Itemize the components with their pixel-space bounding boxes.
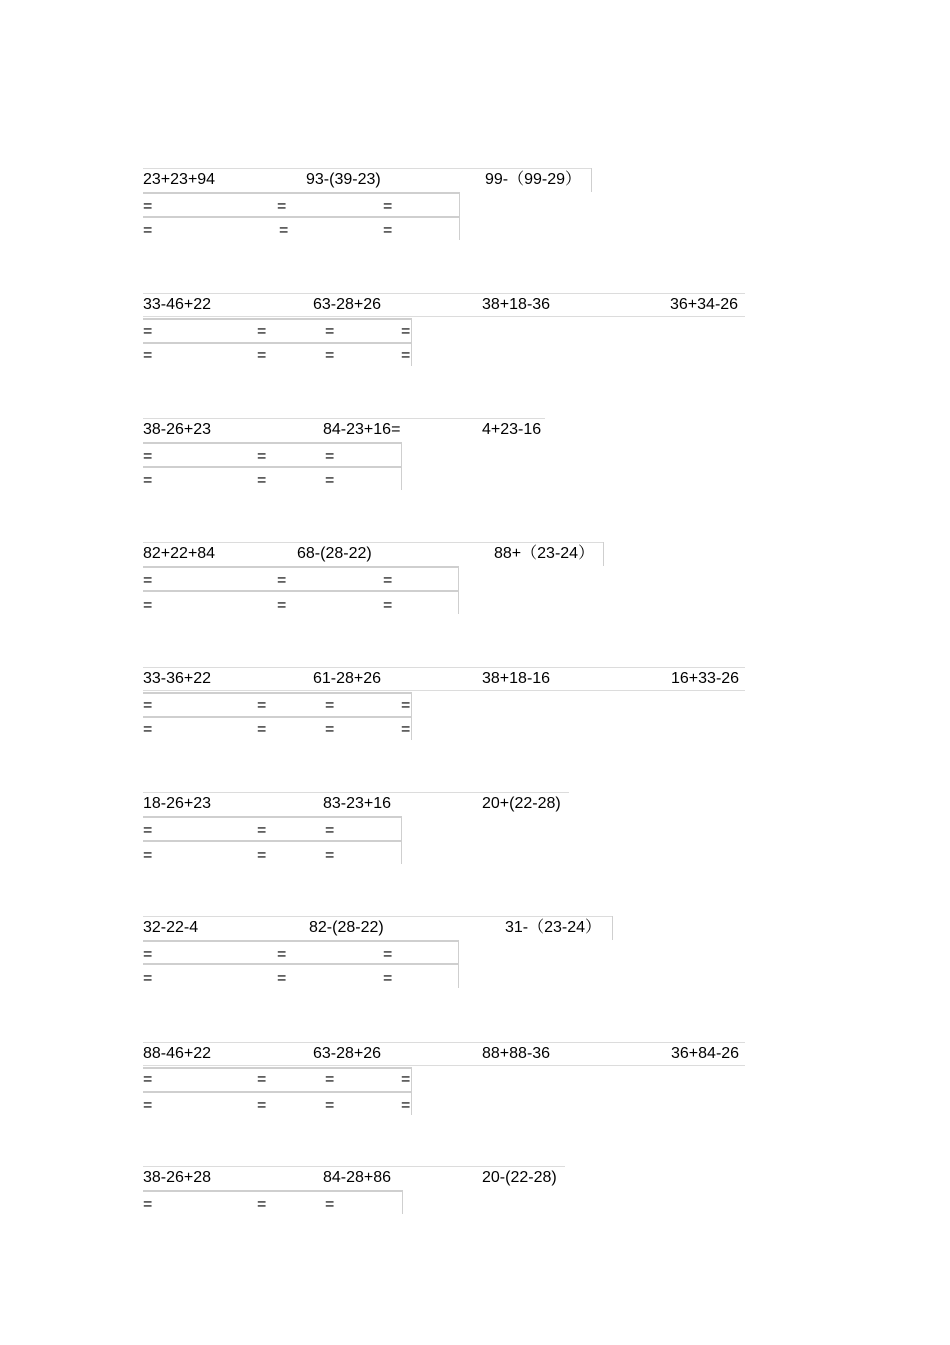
equals-sign: =	[257, 472, 267, 489]
expression: 84-28+86	[323, 1169, 392, 1186]
equals-sign: =	[325, 1196, 335, 1213]
expression: 82+22+84	[143, 545, 216, 562]
equals-sign: =	[325, 448, 335, 465]
equals-sign: =	[257, 847, 267, 864]
expression: 4+23-16	[482, 421, 542, 438]
equals-sign: =	[277, 597, 287, 614]
equals-sign: =	[325, 323, 335, 340]
equals-sign: =	[401, 323, 411, 340]
equals-sign: =	[257, 448, 267, 465]
expression: 68-(28-22)	[297, 545, 372, 562]
equals-sign: =	[277, 970, 287, 987]
expression: 23+23+94	[143, 171, 216, 188]
expression: 36+84-26	[671, 1045, 740, 1062]
expression: 82-(28-22)	[309, 919, 384, 936]
equals-sign: =	[383, 222, 393, 239]
equals-sign: =	[383, 970, 393, 987]
expression: 38+18-36	[482, 296, 551, 313]
expression: 20-(22-28)	[482, 1169, 557, 1186]
expression: 63-28+26	[313, 296, 382, 313]
equals-sign: =	[325, 1071, 335, 1088]
expression: 38-26+23	[143, 421, 212, 438]
equals-sign: =	[143, 970, 153, 987]
expression: 88+88-36	[482, 1045, 551, 1062]
equals-sign: =	[383, 597, 393, 614]
equals-sign: =	[257, 347, 267, 364]
equals-sign: =	[277, 946, 287, 963]
equals-sign: =	[325, 822, 335, 839]
equals-sign: =	[143, 448, 153, 465]
equals-sign: =	[143, 472, 153, 489]
equals-sign: =	[401, 1097, 411, 1114]
equals-sign: =	[325, 347, 335, 364]
equals-sign: =	[143, 1097, 153, 1114]
equals-sign: =	[143, 946, 153, 963]
expression: 33-36+22	[143, 670, 212, 687]
equals-sign: =	[325, 1097, 335, 1114]
expression: 33-46+22	[143, 296, 212, 313]
equals-sign: =	[401, 347, 411, 364]
equals-sign: =	[143, 1071, 153, 1088]
expression: 61-28+26	[313, 670, 382, 687]
equals-sign: =	[257, 1071, 267, 1088]
equals-sign: =	[401, 1071, 411, 1088]
equals-sign: =	[383, 198, 393, 215]
expression: 93-(39-23)	[306, 171, 381, 188]
equals-sign: =	[277, 572, 287, 589]
equals-sign: =	[143, 347, 153, 364]
expression: 31-（23-24）	[505, 919, 602, 936]
equals-sign: =	[257, 697, 267, 714]
equals-sign: =	[257, 1097, 267, 1114]
expression: 38+18-16	[482, 670, 551, 687]
equals-sign: =	[143, 697, 153, 714]
equals-sign: =	[143, 847, 153, 864]
equals-sign: =	[279, 222, 289, 239]
equals-sign: =	[143, 721, 153, 738]
equals-sign: =	[325, 472, 335, 489]
equals-sign: =	[401, 721, 411, 738]
equals-sign: =	[383, 572, 393, 589]
expression: 18-26+23	[143, 795, 212, 812]
equals-sign: =	[325, 847, 335, 864]
equals-sign: =	[383, 946, 393, 963]
equals-sign: =	[143, 572, 153, 589]
expression: 16+33-26	[671, 670, 740, 687]
expression: 36+34-26	[670, 296, 739, 313]
equals-sign: =	[325, 697, 335, 714]
equals-sign: =	[257, 1196, 267, 1213]
equals-sign: =	[401, 697, 411, 714]
equals-sign: =	[257, 822, 267, 839]
equals-sign: =	[325, 721, 335, 738]
expression: 83-23+16	[323, 795, 392, 812]
equals-sign: =	[143, 597, 153, 614]
equals-sign: =	[143, 198, 153, 215]
expression: 88+（23-24）	[494, 545, 595, 562]
equals-sign: =	[277, 198, 287, 215]
expression: 84-23+16=	[323, 421, 401, 438]
expression: 32-22-4	[143, 919, 199, 936]
equals-sign: =	[143, 1196, 153, 1213]
equals-sign: =	[257, 323, 267, 340]
expression: 20+(22-28)	[482, 795, 561, 812]
equals-sign: =	[143, 822, 153, 839]
expression: 38-26+28	[143, 1169, 212, 1186]
equals-sign: =	[143, 222, 153, 239]
expression: 99-（99-29）	[485, 171, 582, 188]
equals-sign: =	[257, 721, 267, 738]
expression: 63-28+26	[313, 1045, 382, 1062]
equals-sign: =	[143, 323, 153, 340]
expression: 88-46+22	[143, 1045, 212, 1062]
